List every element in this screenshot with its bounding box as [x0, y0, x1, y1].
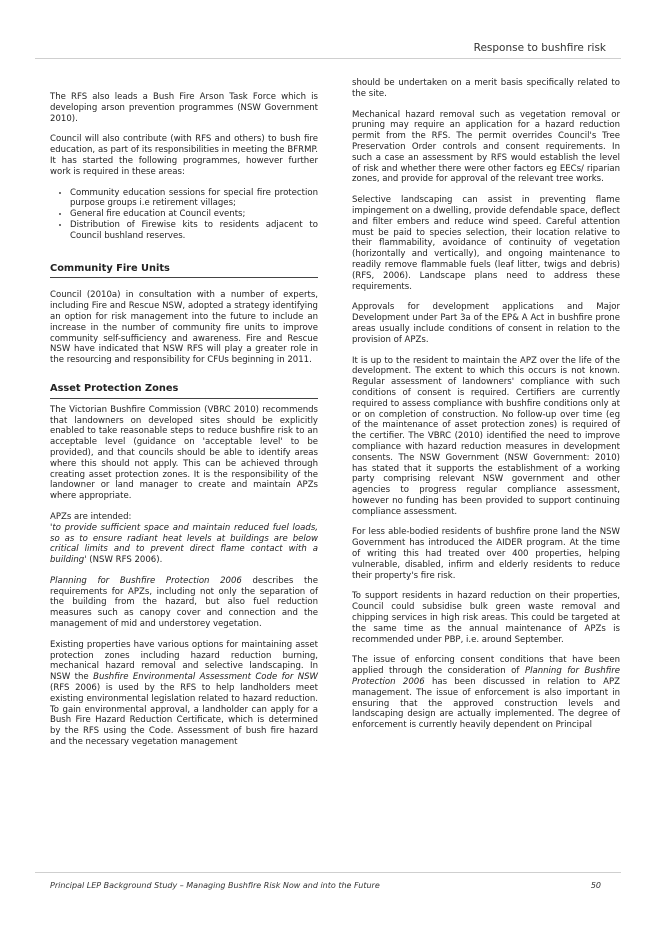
paragraph-aider-program: For less able-bodied residents of bushfire prone land the NSW Government has introduced the AIDER program. At the time of writing this had treated over 400 properties, helping vulnerable, disabled, infirm and elderly residents to reduce their property's fire risk.	[352, 527, 620, 581]
paragraph-cfu-strategy: Council (2010a) in consultation with a number of experts, including Fire and Rescue NSW, adopted a strategy identifying an option for risk management into the future to include an increase in the number of community fire units to improve community self-sufficiency and awareness. Fire and Rescue NSW have indicated that NSW RFS will play a greater role in the resourcing and responsibility for CFUs beginning in 2011.	[50, 290, 318, 366]
paragraph-pbp-requirements	[50, 576, 318, 630]
page-number: 50	[590, 881, 601, 890]
paragraph-enforcement	[352, 655, 620, 731]
header-divider	[35, 58, 621, 59]
section-heading-community-fire-units: Community Fire Units	[50, 264, 318, 279]
existing-properties-text-end: (RFS 2006) is used by the RFS to help landholders meet existing environmental legislation related to hazard reduction. To gain environmental approval, a landholder can apply for a Bush Fire Hazard Reduction Certificate, which is determined by the RFS using the Code. Assessment of bush fire hazard and the necessary vegetation management	[50, 683, 318, 748]
footer-divider	[35, 872, 621, 873]
pbp-title: Planning for Bushfire Protection 2006	[50, 575, 242, 586]
apz-intro: APZs are intended:	[50, 511, 132, 522]
paragraph-arson-task-force: The RFS also leads a Bush Fire Arson Task Force which is developing arson prevention programmes (NSW Government 2010).	[50, 92, 318, 124]
paragraph-resident-maintenance: It is up to the resident to maintain the APZ over the life of the development. The extent to which this occurs is not known. Regular assessment of landowners' compliance with such conditions of consent is required. Certifiers are currently required to assess compliance with bushfire conditions only at or on completion of construction. No follow-up over time (eg of the maintenance of asset protection zones) is required of the certifier. The VBRC (2010) identified the need to improve compliance with hazard reduction measures in development consents. The NSW Government (NSW Government: 2010) has stated that it supports the establishment of a working party comprising relevant NSW government and other agencies to progress regular compliance assessment, however no funding has been provided to support continuing compliance assessment.	[352, 355, 620, 517]
paragraph-fire-education: Council will also contribute (with RFS and others) to bush fire education, as part of its responsibilities in meeting the BFRMP. It has started the following programmes, however further work is required in these areas:	[50, 134, 318, 177]
paragraph-development-approvals: Approvals for development applications and Major Development under Part 3a of the EP& A Act in bushfire prone areas usually include conditions of consent in relation to the provision of APZs.	[352, 302, 620, 345]
apz-quote: 'to provide sufficient space and maintain reduced fuel loads, so as to ensure radiant heat levels at buildings are below critical limits and to prevent direct flame contact with a building'	[50, 522, 318, 566]
apz-quote-source: (NSW RFS 2006).	[86, 555, 163, 566]
pbp-text: describes the requirements for APZs, including not only the separation of the building from the hazard, but also fuel reduction measures such as canopy cover and connection and the management of mid and understorey vegetation.	[50, 575, 318, 630]
list-item: • General fire education at Council events;	[70, 209, 318, 220]
pbp-title-ref: Planning for Bushfire Protection 2006	[352, 666, 621, 688]
paragraph-apz-intent	[50, 512, 318, 566]
paragraph-merit-basis: should be undertaken on a merit basis specifically related to the site.	[352, 78, 620, 99]
paragraph-mechanical-removal: Mechanical hazard removal such as vegetation removal or pruning may require an application for a hazard reduction permit from the RFS. The permit overrides Council's Tree Preservation Order controls and consent requirements. In such a case an assessment by RFS would establish the level of risk and whether there were other factors eg EECs/ riparian zones, and provide for approval of the relevant tree works.	[352, 109, 620, 185]
paragraph-selective-landscaping: Selective landscaping can assist in preventing flame impingement on a dwelling, provide defendable space, deflect and filter embers and reduce wind speed. Careful attention must be paid to species selection, their location relative to their flammability, avoidance of continuity of vegetation (horizontally and vertically), and ongoing maintenance to readily remove flammable fuels (leaf litter, twigs and debris) (RFS, 2006). Landscape plans need to address these requirements.	[352, 195, 620, 292]
programme-list	[50, 188, 318, 242]
list-item: • Community education sessions for special fire protection purpose groups i.e retirement villages;	[70, 188, 318, 210]
paragraph-vbrc-recommendation: The Victorian Bushfire Commission (VBRC 2010) recommends that landowners on developed sites should be explicitly enabled to take reasonable steps to reduce bushfire risk to an acceptable level (guidance on 'acceptable level' to be provided), and that councils should be able to identify areas where this should not apply. This can be achieved through creating asset protection zones. It is the responsibility of the landowner or land manager to create and maintain APZs where appropriate.	[50, 404, 318, 502]
enforcement-text-end: has been discussed in relation to APZ management. The issue of enforcement is also important in ensuring that the approved construction levels and landscaping design are actually implemented. The degree of enforcement is currently heavily dependent on Principal	[352, 677, 620, 731]
left-column	[50, 92, 318, 758]
enforcement-text-start: The issue of enforcing consent conditions that have been applied through the consideration of	[352, 655, 620, 677]
footer-document-title: Principal LEP Background Study – Managing Bushfire Risk Now and into the Future	[50, 881, 380, 890]
paragraph-green-waste: To support residents in hazard reduction on their properties, Council could subsidise bulk green waste removal and chipping services in high risk areas. This could be targeted at the same time as the annual maintenance of APZs is recommended under PBP, i.e. around September.	[352, 591, 620, 645]
right-column	[352, 78, 620, 741]
list-item: • Distribution of Firewise kits to residents adjacent to Council bushland reserves.	[70, 220, 318, 242]
section-heading-asset-protection-zones: Asset Protection Zones	[50, 384, 318, 399]
existing-properties-text-start: Existing properties have various options for maintaining asset protection zones including hazard reduction burning, mechanical hazard removal and selective landscaping. In NSW the	[50, 639, 318, 683]
paragraph-existing-properties	[50, 640, 318, 748]
assessment-code-title: Bushfire Environmental Assessment Code for NSW	[93, 672, 318, 683]
running-header: Response to bushfire risk	[473, 42, 606, 54]
